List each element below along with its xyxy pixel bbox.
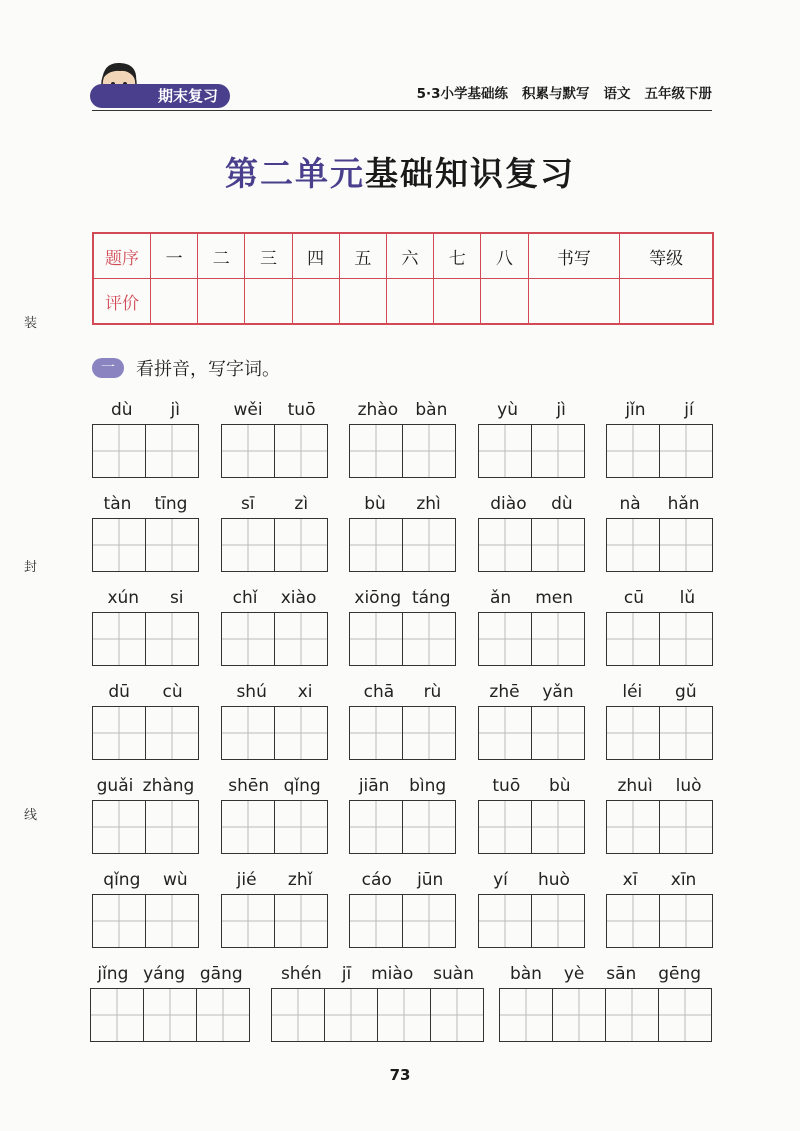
score-column-1: 二 [198,233,245,279]
character-box[interactable] [350,425,403,477]
score-cell-9[interactable] [620,279,713,325]
pinyin-syllable: yáng [143,964,186,984]
writing-boxes [221,518,328,572]
pinyin-syllable: zhuì [617,776,653,796]
pinyin-prompt [606,490,713,514]
pinyin-syllable: cáo [361,870,392,890]
pinyin-syllable: cū [623,588,644,608]
pinyin-syllable: jǐng [97,964,129,984]
pinyin-syllable: xún [107,588,140,608]
score-column-4: 五 [339,233,386,279]
score-cell-0[interactable] [151,279,198,325]
pinyin-prompt [606,866,713,890]
character-box[interactable] [93,895,146,947]
section-heading [92,356,280,380]
pinyin-syllable: shú [236,682,267,702]
pinyin-syllable: hǎn [667,494,700,514]
character-box[interactable] [146,895,198,947]
exercise-item [349,584,456,666]
binding-mark-bottom: 线 [24,808,38,823]
writing-boxes [349,424,456,478]
character-box[interactable] [403,519,455,571]
exercise-item [478,490,585,572]
pinyin-syllable: gǔ [675,682,697,702]
pinyin-prompt [499,960,712,984]
pinyin-syllable: dù [551,494,573,514]
pinyin-prompt [92,772,199,796]
pinyin-prompt [478,866,585,890]
character-box[interactable] [275,425,327,477]
pinyin-syllable: tàn [103,494,132,514]
character-box[interactable] [275,613,327,665]
score-cell-7[interactable] [481,279,528,325]
pinyin-syllable: xiào [280,588,317,608]
pinyin-syllable: ǎn [490,588,512,608]
writing-boxes [349,894,456,948]
character-box[interactable] [146,707,198,759]
pinyin-prompt [349,772,456,796]
pinyin-prompt [221,678,328,702]
character-box[interactable] [403,707,455,759]
writing-boxes [478,424,585,478]
writing-boxes [478,894,585,948]
pinyin-syllable: zhào [357,400,399,420]
score-eval-label: 评价 [93,279,151,325]
book-header [300,84,712,104]
exercise-item [92,584,199,666]
pinyin-syllable: zhàng [142,776,195,796]
writing-boxes [478,612,585,666]
pinyin-prompt [349,678,456,702]
writing-boxes [349,800,456,854]
character-box[interactable] [607,613,660,665]
character-box[interactable] [275,519,327,571]
score-column-2: 三 [245,233,292,279]
writing-boxes [349,612,456,666]
pinyin-syllable: qǐng [283,776,321,796]
character-box[interactable] [144,989,197,1041]
writing-boxes [92,800,199,854]
writing-boxes [499,988,712,1042]
character-box[interactable] [93,425,146,477]
pinyin-prompt [349,396,456,420]
exercise-item [349,772,456,854]
pinyin-prompt [92,866,199,890]
exercise-item [271,960,484,1042]
pinyin-syllable: táng [411,588,451,608]
exercise-item [349,396,456,478]
pinyin-prompt [221,396,328,420]
writing-boxes [92,518,199,572]
score-table [92,232,714,325]
writing-boxes [221,424,328,478]
character-box[interactable] [146,425,198,477]
score-eval-row [93,279,713,325]
character-box[interactable] [93,613,146,665]
pinyin-syllable: si [169,588,184,608]
character-box[interactable] [222,519,275,571]
exercise-item [90,960,250,1042]
exercise-item [349,866,456,948]
writing-boxes [221,612,328,666]
character-box[interactable] [403,425,455,477]
pinyin-syllable: yù [497,400,519,420]
writing-boxes [606,800,713,854]
pinyin-syllable: gēng [658,964,702,984]
character-box[interactable] [93,707,146,759]
writing-boxes [349,518,456,572]
pinyin-syllable: jiān [358,776,390,796]
pinyin-syllable: zhǐ [287,870,313,890]
exercise-item [92,678,199,760]
character-box[interactable] [146,613,198,665]
score-column-0: 一 [151,233,198,279]
character-box[interactable] [350,707,403,759]
pinyin-prompt [606,772,713,796]
subject-name: 语文 [603,86,631,102]
character-box[interactable] [146,801,198,853]
section-instruction: 看拼音，写字词。 [136,359,280,380]
pinyin-syllable: xiōng [354,588,402,608]
grade-name: 五年级下册 [644,86,712,102]
writing-boxes [478,800,585,854]
pinyin-syllable: jí [684,400,694,420]
exercise-item [478,772,585,854]
pinyin-syllable: jì [170,400,180,420]
pinyin-syllable: sī [240,494,255,514]
pinyin-syllable: huò [537,870,570,890]
score-header-label: 题序 [93,233,151,279]
writing-boxes [606,518,713,572]
score-cell-8[interactable] [528,279,620,325]
score-column-6: 七 [434,233,481,279]
pinyin-syllable: yí [493,870,508,890]
pinyin-prompt [478,772,585,796]
character-box[interactable] [532,895,584,947]
pinyin-syllable: lǔ [679,588,696,608]
character-box[interactable] [479,425,532,477]
character-box[interactable] [222,425,275,477]
character-box[interactable] [532,707,584,759]
exercise-item [478,866,585,948]
exercise-item [606,490,713,572]
character-box[interactable] [553,989,606,1041]
pinyin-syllable: shēn [228,776,270,796]
character-box[interactable] [660,613,712,665]
pinyin-prompt [221,772,328,796]
writing-boxes [478,706,585,760]
header-divider [92,110,712,111]
exercise-item [499,960,712,1042]
writing-boxes [606,424,713,478]
character-box[interactable] [350,895,403,947]
exercise-item [221,772,328,854]
pinyin-prompt [478,678,585,702]
writing-boxes [271,988,484,1042]
character-box[interactable] [222,801,275,853]
character-box[interactable] [93,801,146,853]
pinyin-syllable: dū [108,682,130,702]
exercise-item [92,772,199,854]
pinyin-syllable: jǐn [625,400,646,420]
character-box[interactable] [222,895,275,947]
character-box[interactable] [431,989,483,1041]
pinyin-syllable: zì [294,494,309,514]
character-box[interactable] [93,519,146,571]
pinyin-syllable: dù [110,400,133,420]
score-cell-3[interactable] [292,279,339,325]
character-box[interactable] [479,895,532,947]
badge-label: 期末复习 [90,84,230,108]
pinyin-syllable: wěi [233,400,263,420]
exercise-item [606,396,713,478]
pinyin-prompt [221,584,328,608]
pinyin-prompt [92,490,199,514]
character-box[interactable] [325,989,378,1041]
pinyin-syllable: léi [622,682,643,702]
character-box[interactable] [607,801,660,853]
pinyin-syllable: sān [606,964,637,984]
pinyin-syllable: chā [363,682,395,702]
exercise-item [349,490,456,572]
pinyin-prompt [271,960,484,984]
character-box[interactable] [222,613,275,665]
exercise-item [349,678,456,760]
pinyin-prompt [606,678,713,702]
pinyin-syllable: guǎi [96,776,134,796]
pinyin-syllable: yǎn [542,682,574,702]
pinyin-syllable: miào [371,964,414,984]
pinyin-prompt [478,396,585,420]
pinyin-syllable: tīng [154,494,188,514]
character-box[interactable] [403,801,455,853]
character-box[interactable] [532,425,584,477]
section-number: 一 [92,358,124,378]
exercise-item [478,678,585,760]
page-number: 73 [389,1066,411,1084]
character-box[interactable] [660,519,712,571]
exercise-item [606,584,713,666]
pinyin-prompt [90,960,250,984]
binding-mark-top: 装 [24,316,38,331]
character-box[interactable] [479,613,532,665]
score-cell-1[interactable] [198,279,245,325]
score-column-9: 等级 [620,233,713,279]
writing-boxes [221,894,328,948]
exercise-item [606,678,713,760]
pinyin-syllable: qǐng [103,870,141,890]
pinyin-syllable: shén [280,964,322,984]
character-box[interactable] [532,613,584,665]
character-box[interactable] [350,519,403,571]
pinyin-syllable: chǐ [232,588,258,608]
series-name: 5·3小学基础练 [416,86,508,102]
pinyin-syllable: xi [297,682,313,702]
character-box[interactable] [500,989,553,1041]
exercise-item [221,396,328,478]
writing-boxes [606,612,713,666]
character-box[interactable] [479,519,532,571]
writing-boxes [606,706,713,760]
character-box[interactable] [660,801,712,853]
character-box[interactable] [532,801,584,853]
pinyin-syllable: jì [556,400,566,420]
exercise-item [221,584,328,666]
character-box[interactable] [660,707,712,759]
character-box[interactable] [350,801,403,853]
pinyin-syllable: bàn [509,964,542,984]
character-box[interactable] [607,895,660,947]
character-box[interactable] [403,613,455,665]
score-cell-6[interactable] [434,279,481,325]
character-box[interactable] [378,989,431,1041]
character-box[interactable] [607,425,660,477]
pinyin-prompt [478,584,585,608]
exercise-item [92,396,199,478]
exercise-item [221,490,328,572]
pinyin-syllable: suàn [433,964,474,984]
character-box[interactable] [275,895,327,947]
pinyin-prompt [606,584,713,608]
score-column-5: 六 [386,233,433,279]
pinyin-syllable: xī [622,870,638,890]
exercise-item [92,490,199,572]
pinyin-prompt [349,490,456,514]
pinyin-syllable: men [535,588,573,608]
pinyin-syllable: zhē [489,682,520,702]
character-box[interactable] [91,989,144,1041]
exercise-item [606,772,713,854]
writing-boxes [221,800,328,854]
character-box[interactable] [222,707,275,759]
pinyin-syllable: cù [162,682,183,702]
pinyin-prompt [349,866,456,890]
character-box[interactable] [660,895,712,947]
pinyin-prompt [478,490,585,514]
writing-boxes [606,894,713,948]
pinyin-syllable: bù [364,494,386,514]
score-cell-2[interactable] [245,279,292,325]
writing-boxes [92,894,199,948]
pinyin-prompt [349,584,456,608]
pinyin-prompt [221,866,328,890]
pinyin-syllable: nà [619,494,641,514]
character-box[interactable] [275,707,327,759]
character-box[interactable] [532,519,584,571]
pinyin-syllable: bù [549,776,571,796]
pinyin-syllable: zhì [416,494,441,514]
exercise-item [478,584,585,666]
character-box[interactable] [275,801,327,853]
character-box[interactable] [606,989,659,1041]
pinyin-syllable: wù [163,870,188,890]
character-box[interactable] [272,989,325,1041]
score-cell-4[interactable] [339,279,386,325]
pinyin-syllable: jié [236,870,257,890]
character-box[interactable] [660,425,712,477]
pinyin-prompt [92,678,199,702]
pinyin-syllable: luò [675,776,702,796]
score-cell-5[interactable] [386,279,433,325]
exercise-item [478,396,585,478]
title-topic: 基础知识复习 [365,154,575,193]
book-name: 积累与默写 [522,86,590,102]
pinyin-prompt [221,490,328,514]
writing-boxes [221,706,328,760]
page-title [0,150,800,198]
pinyin-syllable: jī [341,964,352,984]
pinyin-syllable: rù [423,682,442,702]
title-unit: 第二单元 [225,154,365,193]
score-column-8: 书写 [528,233,620,279]
pinyin-syllable: jūn [417,870,444,890]
pinyin-syllable: bìng [409,776,447,796]
writing-boxes [92,706,199,760]
character-box[interactable] [146,519,198,571]
writing-boxes [90,988,250,1042]
score-header-row [93,233,713,279]
exercise-item [606,866,713,948]
character-box[interactable] [479,707,532,759]
exercise-item [221,866,328,948]
exercise-item [92,866,199,948]
pinyin-syllable: bàn [415,400,448,420]
score-column-3: 四 [292,233,339,279]
writing-boxes [92,612,199,666]
pinyin-syllable: xīn [670,870,697,890]
pinyin-prompt [606,396,713,420]
character-box[interactable] [479,801,532,853]
binding-mark-middle: 封 [24,560,38,575]
character-box[interactable] [197,989,249,1041]
character-box[interactable] [403,895,455,947]
pinyin-syllable: gāng [199,964,243,984]
pinyin-prompt [92,396,199,420]
writing-boxes [92,424,199,478]
character-box[interactable] [350,613,403,665]
unit-badge [90,58,240,110]
score-column-7: 八 [481,233,528,279]
character-box[interactable] [607,707,660,759]
pinyin-prompt [92,584,199,608]
pinyin-syllable: tuō [287,400,316,420]
pinyin-syllable: yè [563,964,585,984]
writing-boxes [478,518,585,572]
writing-boxes [349,706,456,760]
exercise-item [221,678,328,760]
pinyin-syllable: diào [490,494,527,514]
pinyin-syllable: tuō [492,776,521,796]
character-box[interactable] [659,989,711,1041]
character-box[interactable] [607,519,660,571]
